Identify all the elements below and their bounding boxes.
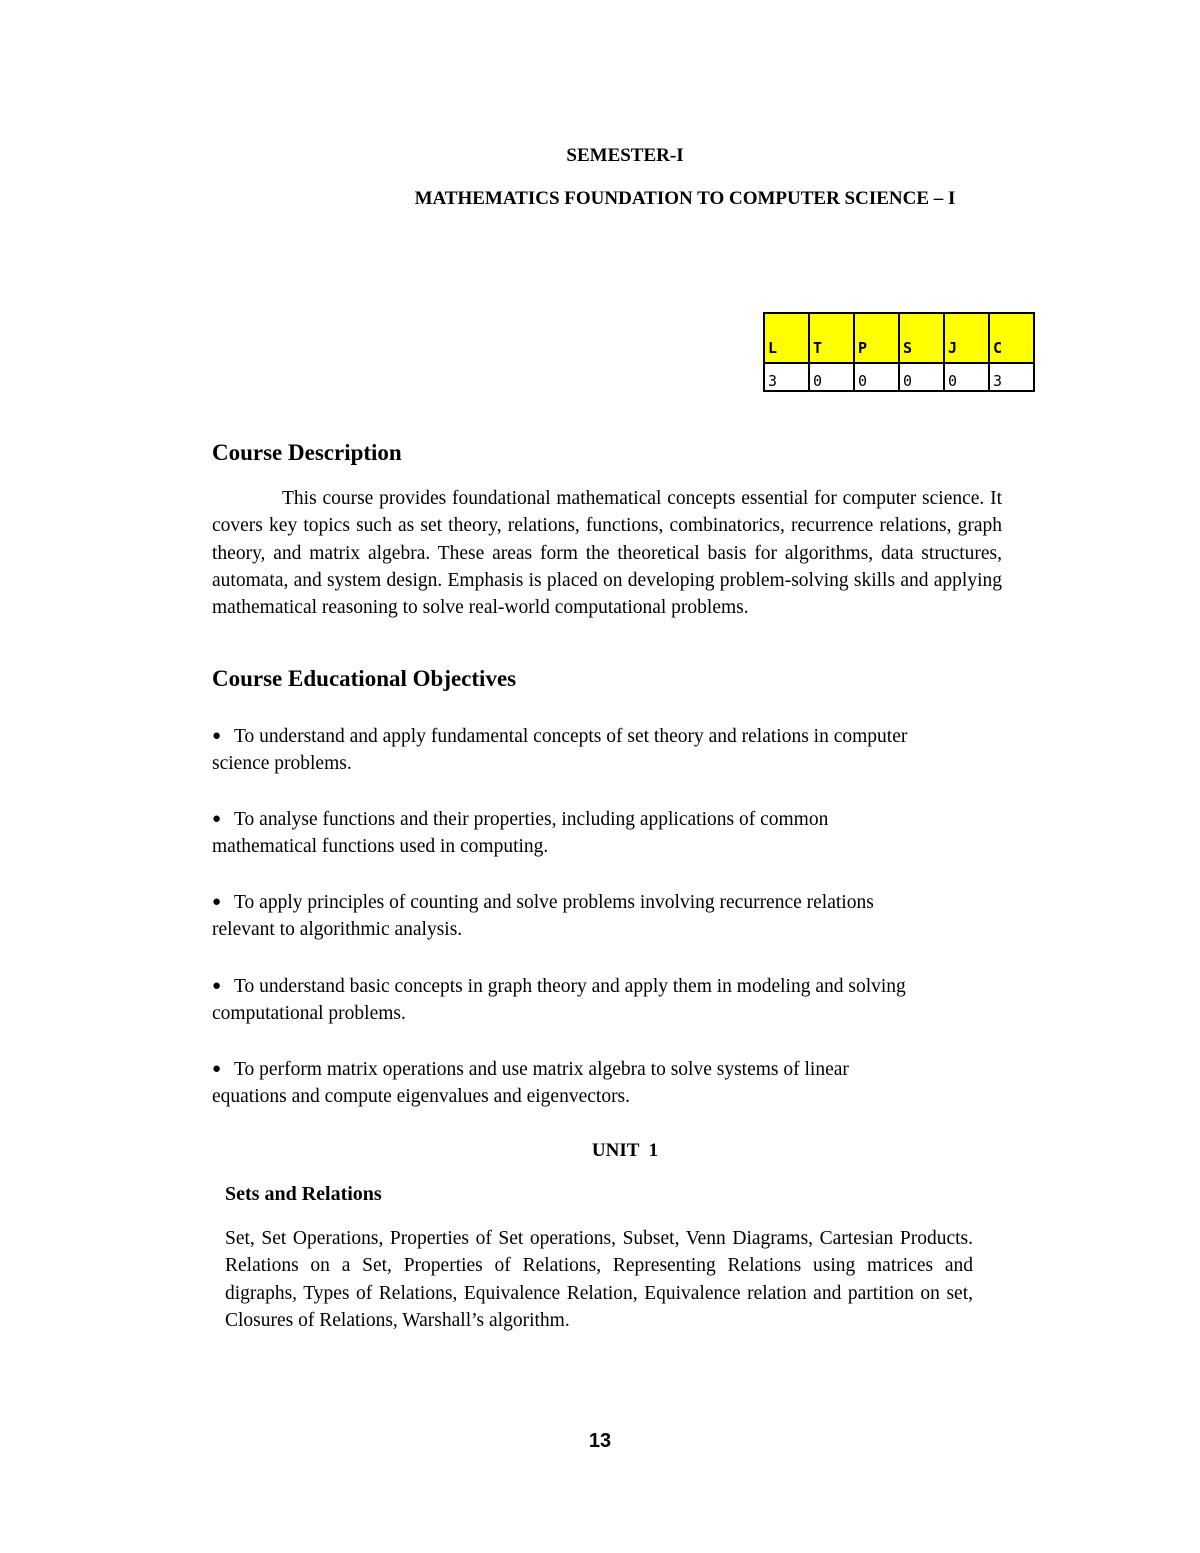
- semester-heading: SEMESTER-I: [566, 145, 684, 166]
- ltpsjc-table: [763, 312, 1035, 392]
- objective-item: [212, 973, 1057, 1027]
- ltpsjc-value-cell: 3: [989, 363, 1034, 391]
- unit-title: UNIT 1: [591, 1140, 659, 1161]
- objective-item: [212, 806, 1057, 860]
- ltpsjc-value-row: [764, 363, 1034, 391]
- bullet-dot-icon: ●: [212, 811, 222, 827]
- ltpsjc-header-row: [764, 313, 1034, 363]
- objective-line: mathematical functions used in computing.: [212, 836, 549, 857]
- objective-line: To analyse functions and their properties, including applications of common: [234, 809, 829, 830]
- bullet-dot-icon: ●: [212, 728, 222, 744]
- bullet-dot-icon: ●: [212, 1061, 222, 1077]
- objective-line: To perform matrix operations and use matrix algebra to solve systems of linear: [234, 1059, 849, 1080]
- ltpsjc-value-cell: 0: [899, 363, 944, 391]
- ltpsjc-value-cell: 0: [854, 363, 899, 391]
- course-objectives-heading: Course Educational Objectives: [212, 666, 517, 691]
- objective-line: computational problems.: [212, 1003, 406, 1024]
- bullet-dot-icon: ●: [212, 978, 222, 994]
- ltpsjc-header-cell: C: [989, 313, 1034, 363]
- bullet-dot-icon: ●: [212, 894, 222, 910]
- objective-item: [212, 889, 1057, 943]
- objective-line: To understand basic concepts in graph theory and apply them in modeling and solving: [234, 976, 906, 997]
- objective-line: science problems.: [212, 753, 352, 774]
- objective-item: [212, 723, 1057, 777]
- ltpsjc-header-cell: P: [854, 313, 899, 363]
- objective-line: relevant to algorithmic analysis.: [212, 919, 463, 940]
- course-description-heading: Course Description: [212, 440, 402, 465]
- ltpsjc-header-cell: L: [764, 313, 809, 363]
- ltpsjc-header-cell: T: [809, 313, 854, 363]
- objective-line: To understand and apply fundamental concepts of set theory and relations in computer: [234, 726, 908, 747]
- objective-line: equations and compute eigenvalues and eigenvectors.: [212, 1086, 631, 1107]
- objective-item: [212, 1056, 1057, 1110]
- unit-subtitle: Sets and Relations: [225, 1183, 382, 1205]
- page-number: 13: [588, 1430, 612, 1452]
- ltpsjc-header-cell: S: [899, 313, 944, 363]
- ltpsjc-value-cell: 3: [764, 363, 809, 391]
- ltpsjc-value-cell: 0: [809, 363, 854, 391]
- objective-line: To apply principles of counting and solve problems involving recurrence relations: [234, 892, 874, 913]
- course-title: MATHEMATICS FOUNDATION TO COMPUTER SCIENCE – I: [414, 188, 956, 209]
- ltpsjc-value-cell: 0: [944, 363, 989, 391]
- unit-content-text: Set, Set Operations, Properties of Set operations, Subset, Venn Diagrams, Cartesian Products. Relations on a Set, Properties of Relations, Representing Relations using matrices and digraphs, Types of Relations, Equivalence Relation, Equivalence relation and partition on set, Closures of Relations, Warshall’s algorithm.: [225, 1228, 973, 1331]
- ltpsjc-header-cell: J: [944, 313, 989, 363]
- course-description-text: This course provides foundational mathematical concepts essential for computer science. It covers key topics such as set theory, relations, functions, combinatorics, recurrence relations, graph theory, and matrix algebra. These areas form the theoretical basis for algorithms, data structures, automata, and system design. Emphasis is placed on developing problem-solving skills and applying mathematical reasoning to solve real-world computational problems.: [212, 488, 1002, 619]
